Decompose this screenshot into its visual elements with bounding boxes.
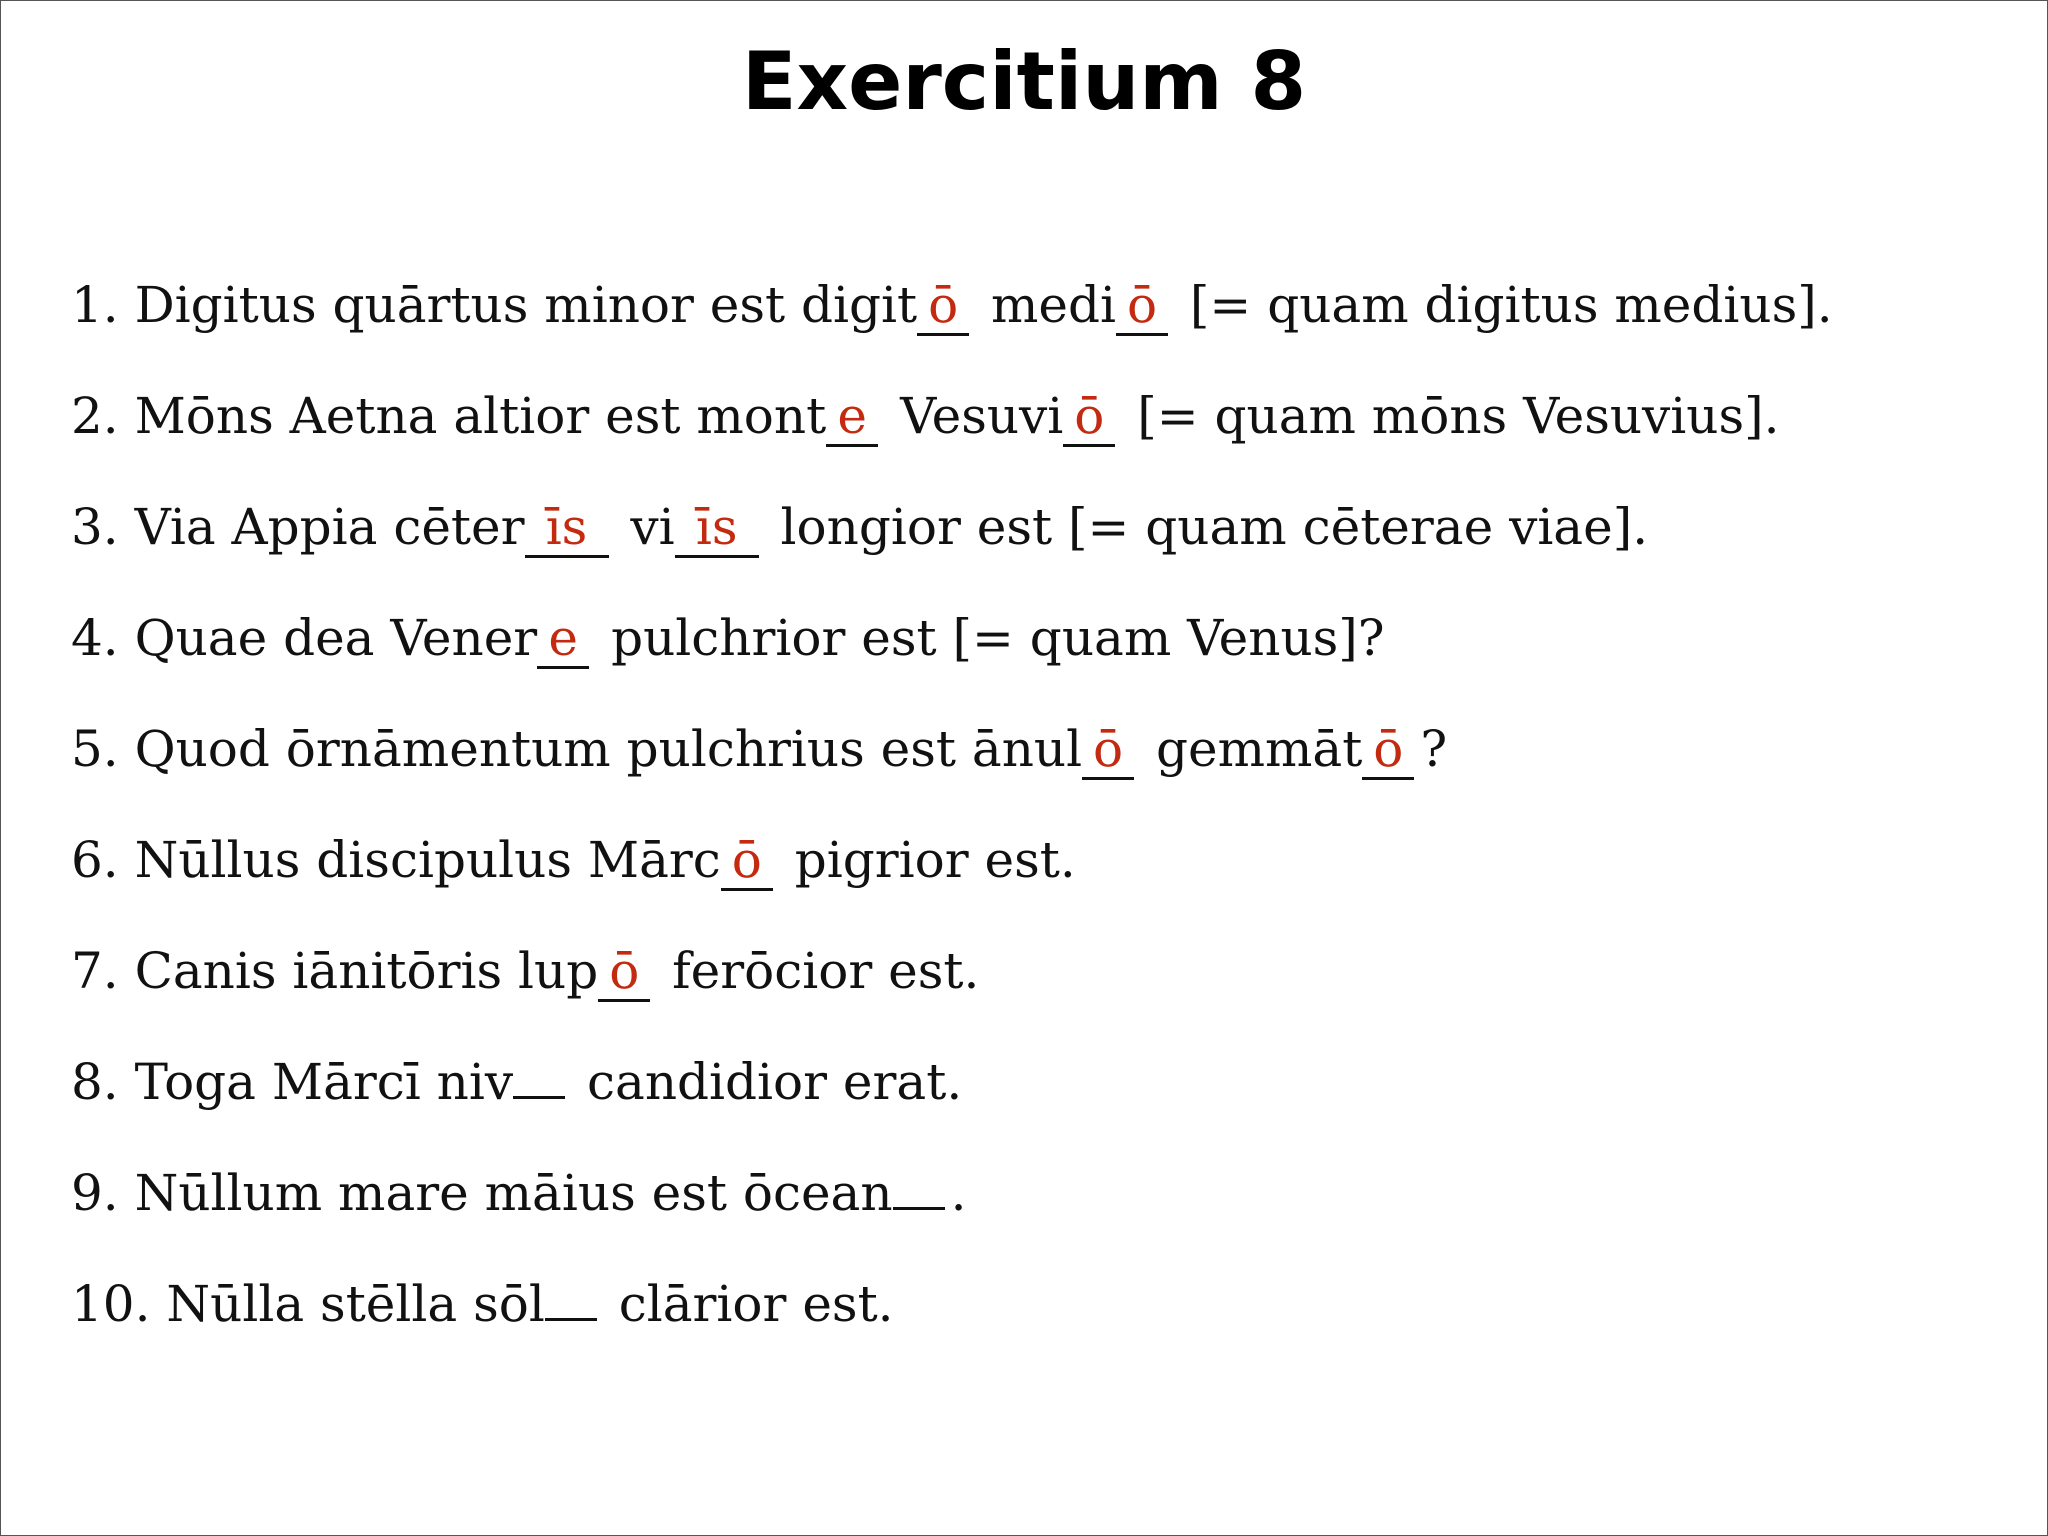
answer-text: īs xyxy=(545,498,588,556)
answer-text: ō xyxy=(1126,276,1158,334)
sentence-8 xyxy=(71,1046,1833,1157)
sentence-text: 4. Quae dea Vener xyxy=(71,609,538,667)
sentence-text: vi xyxy=(614,498,675,556)
answer-text: ō xyxy=(928,276,959,334)
sentence-text: candidior erat. xyxy=(571,1053,963,1111)
answer-blank xyxy=(917,277,969,336)
sentence-1 xyxy=(71,269,1833,380)
exercise-list xyxy=(71,269,1833,1379)
answer-blank xyxy=(893,1207,945,1210)
answer-blank xyxy=(1362,721,1414,780)
sentence-2 xyxy=(71,380,1833,491)
answer-text: ō xyxy=(1373,720,1404,778)
answer-blank xyxy=(826,388,878,447)
sentence-7 xyxy=(71,935,1833,1046)
answer-blank xyxy=(598,943,650,1002)
sentence-text: ferōcior est. xyxy=(656,942,980,1000)
answer-text: ō xyxy=(731,831,762,889)
sentence-text: 2. Mōns Aetna altior est mont xyxy=(71,387,827,445)
answer-blank xyxy=(545,1318,597,1321)
answer-text: e xyxy=(548,609,578,667)
sentence-text: [= quam mōns Vesuvius]. xyxy=(1121,387,1780,445)
sentence-text: pulchrior est [= quam Venus]? xyxy=(595,609,1385,667)
answer-blank xyxy=(675,499,759,558)
sentence-3 xyxy=(71,491,1833,602)
sentence-text: pigrior est. xyxy=(778,831,1076,889)
answer-text: ō xyxy=(1074,387,1105,445)
sentence-4 xyxy=(71,602,1833,713)
sentence-text: ? xyxy=(1420,720,1448,778)
sentence-text: 10. Nūlla stēlla sōl xyxy=(71,1275,545,1333)
sentence-text: longior est [= quam cēterae viae]. xyxy=(764,498,1649,556)
answer-text: ō xyxy=(1093,720,1124,778)
sentence-text: 6. Nūllus discipulus Mārc xyxy=(71,831,721,889)
sentence-text: 3. Via Appia cēter xyxy=(71,498,525,556)
answer-blank xyxy=(537,610,589,669)
sentence-text: . xyxy=(950,1164,967,1222)
answer-text: ō xyxy=(609,942,640,1000)
sentence-6 xyxy=(71,824,1833,935)
answer-blank xyxy=(525,499,609,558)
sentence-text: 5. Quod ōrnāmentum pulchrius est ānul xyxy=(71,720,1083,778)
sentence-9 xyxy=(71,1157,1833,1268)
answer-blank xyxy=(721,832,773,891)
answer-blank xyxy=(1082,721,1134,780)
answer-text: īs xyxy=(695,498,738,556)
sentence-text: medi xyxy=(975,276,1117,334)
slide-title: Exercitium 8 xyxy=(741,35,1307,128)
sentence-text: 8. Toga Mārcī niv xyxy=(71,1053,514,1111)
sentence-text: 1. Digitus quārtus minor est digit xyxy=(71,276,918,334)
answer-blank xyxy=(1063,388,1115,447)
sentence-text: [= quam digitus medius]. xyxy=(1174,276,1833,334)
sentence-text: clārior est. xyxy=(602,1275,894,1333)
sentence-text: 9. Nūllum mare māius est ōcean xyxy=(71,1164,893,1222)
answer-text: e xyxy=(837,387,867,445)
answer-blank xyxy=(1116,277,1168,336)
sentence-10 xyxy=(71,1268,1833,1379)
sentence-text: gemmāt xyxy=(1140,720,1363,778)
sentence-5 xyxy=(71,713,1833,824)
sentence-text: Vesuvi xyxy=(884,387,1064,445)
answer-blank xyxy=(513,1096,565,1099)
sentence-text: 7. Canis iānitōris lup xyxy=(71,942,599,1000)
